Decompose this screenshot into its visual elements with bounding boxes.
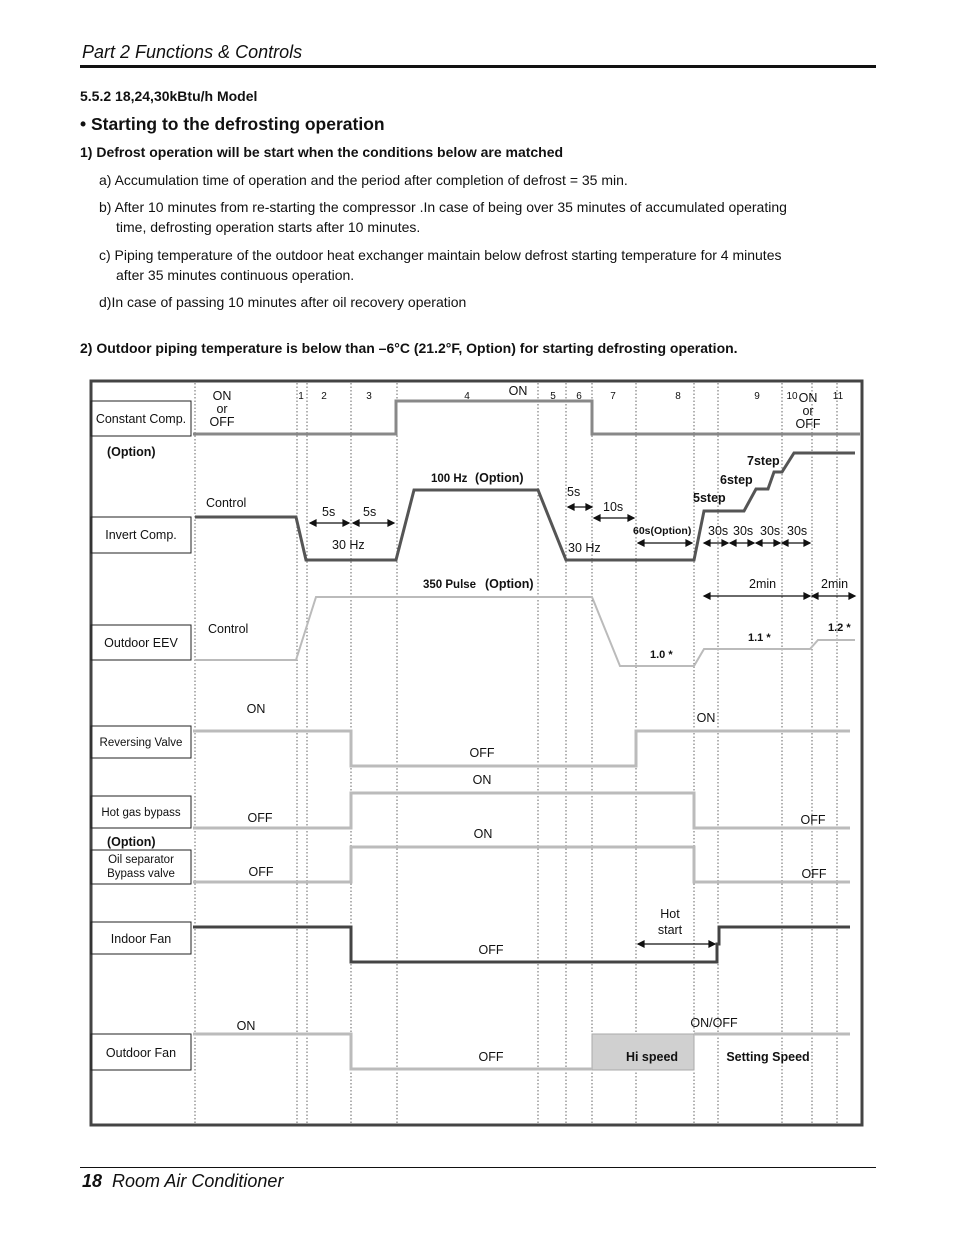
oil-separator-off-left: OFF: [248, 865, 274, 879]
invert-comp-30s-2: 30s: [733, 524, 754, 538]
invert-comp-30s-3: 30s: [760, 524, 781, 538]
step-number: 7: [610, 391, 616, 402]
outdoor-fan-setting-speed: Setting Speed: [726, 1050, 810, 1064]
step-number: 8: [675, 391, 681, 402]
model-heading: 5.5.2 18,24,30kBtu/h Model: [80, 88, 258, 104]
invert-comp-5s-c: 5s: [567, 485, 581, 499]
outdoor-fan-on-off: ON/OFF: [690, 1016, 738, 1030]
row-label-indoor-fan: Indoor Fan: [110, 932, 172, 946]
row-label-boxes: [91, 401, 191, 1070]
oil-separator-signal: [193, 847, 850, 882]
outdoor-fan-signal-left: [193, 1034, 592, 1069]
invert-comp-100hz-option: (Option): [475, 471, 524, 485]
constant-comp-right-on: ON: [798, 391, 818, 405]
indoor-fan-signal: [193, 927, 850, 962]
outdoor-fan-on: ON: [236, 1019, 256, 1033]
outdoor-eev-timing-arrows: [704, 593, 855, 599]
oil-separator-off-right: OFF: [801, 867, 827, 881]
outdoor-fan-hi-speed: Hi speed: [625, 1050, 679, 1064]
timing-gridlines: [195, 383, 837, 1123]
step-number: 6: [576, 391, 582, 402]
reversing-valve-signal: [193, 731, 850, 766]
footer-title: Room Air Conditioner: [112, 1171, 284, 1191]
invert-comp-control: Control: [206, 496, 247, 510]
constant-comp-off: OFF: [209, 415, 235, 429]
reversing-valve-on-left: ON: [246, 702, 266, 716]
oil-separator-on: ON: [473, 827, 493, 841]
page-header-title: Part 2 Functions & Controls: [82, 42, 303, 62]
outdoor-eev-350-option: (Option): [485, 577, 534, 591]
indoor-fan-start: start: [657, 923, 683, 937]
outdoor-fan-off: OFF: [478, 1050, 504, 1064]
row-label-oil-separator-2: Bypass valve: [107, 868, 175, 880]
step-number: 10: [786, 391, 798, 402]
footer-rule: [80, 1167, 876, 1168]
invert-comp-30s-1: 30s: [708, 524, 729, 538]
outdoor-eev-350-pulse: 350 Pulse: [423, 579, 477, 591]
constant-comp-or: or: [216, 402, 228, 416]
constant-comp-right-off: OFF: [795, 417, 821, 431]
condition-item-b-line2: time, defrosting operation starts after 10 minutes.: [116, 219, 421, 235]
oil-separator-option: (Option): [107, 835, 156, 849]
step-number: 9: [754, 391, 760, 402]
outdoor-eev-ratio-1-2: 1.2 *: [828, 622, 851, 634]
condition-item-d-text: d)In case of passing 10 minutes after oil recovery operation: [99, 294, 467, 310]
constant-comp-on: ON: [212, 389, 232, 403]
condition-item-c-line1: c) Piping temperature of the outdoor heat exchanger maintain below defrost starting temperature for 4 minutes: [99, 247, 782, 263]
outdoor-eev-2min-b: 2min: [821, 577, 849, 591]
page-number: 18: [82, 1171, 103, 1191]
step-number: 11: [832, 391, 844, 402]
invert-comp-option: (Option): [107, 445, 156, 459]
row-label-constant-comp: Constant Comp.: [95, 412, 187, 426]
outdoor-eev-2min-a: 2min: [749, 577, 777, 591]
row-label-outdoor-eev: Outdoor EEV: [104, 636, 178, 650]
outdoor-eev-ratio-1-0: 1.0 *: [650, 649, 673, 661]
section-title: • Starting to the defrosting operation: [80, 114, 385, 134]
invert-comp-100hz: 100 Hz: [431, 473, 468, 485]
invert-comp-60s-option: 60s(Option): [633, 525, 692, 537]
constant-comp-mid-on: ON: [508, 384, 528, 398]
constant-comp-right-or: or: [802, 404, 814, 418]
row-label-hot-gas-bypass: Hot gas bypass: [101, 807, 181, 819]
invert-comp-5s-b: 5s: [363, 505, 377, 519]
invert-comp-30hz-b: 30 Hz: [568, 541, 601, 555]
row-label-outdoor-fan: Outdoor Fan: [105, 1046, 177, 1060]
reversing-valve-off-mid: OFF: [469, 746, 495, 760]
step-number: 3: [366, 391, 372, 402]
indoor-fan-off: OFF: [478, 943, 504, 957]
invert-comp-5s-a: 5s: [322, 505, 336, 519]
row-label-reversing-valve: Reversing Valve: [99, 737, 183, 749]
invert-comp-7step: 7step: [747, 454, 780, 468]
step-number: 1: [298, 391, 304, 402]
outdoor-eev-ratio-1-1: 1.1 *: [748, 632, 771, 644]
indoor-fan-hot: Hot: [660, 907, 680, 921]
condition-item-a-text: a) Accumulation time of operation and the period after completion of defrost = 35 min.: [99, 172, 628, 188]
outdoor-eev-control: Control: [208, 622, 249, 636]
invert-comp-5step: 5step: [693, 491, 726, 505]
hot-gas-bypass-on: ON: [472, 773, 492, 787]
invert-comp-30hz-a: 30 Hz: [332, 538, 365, 552]
hot-gas-bypass-off-right: OFF: [800, 813, 826, 827]
hot-gas-bypass-off-left: OFF: [247, 811, 273, 825]
condition-item-b-line1: b) After 10 minutes from re-starting the compressor .In case of being over 35 minutes of accumulated operating: [99, 199, 787, 215]
page-footer: [82, 1171, 283, 1192]
hot-gas-bypass-signal: [193, 793, 850, 828]
invert-comp-6step: 6step: [720, 473, 753, 487]
step-number: 5: [550, 391, 556, 402]
reversing-valve-on-right: ON: [696, 711, 716, 725]
step-number: 4: [464, 391, 470, 402]
step-number: 2: [321, 391, 327, 402]
indoor-fan-hot-start-arrow: [638, 941, 715, 947]
invert-comp-30s-4: 30s: [787, 524, 808, 538]
condition-1-heading: 1) Defrost operation will be start when the conditions below are matched: [80, 144, 564, 160]
constant-comp-signal: [193, 401, 860, 434]
condition-item-c-line2: after 35 minutes continuous operation.: [116, 267, 355, 283]
condition-2-heading: 2) Outdoor piping temperature is below than –6°C (21.2°F, Option) for starting defrosting operation.: [80, 340, 738, 356]
row-label-invert-comp: Invert Comp.: [105, 528, 177, 542]
invert-comp-signal: [195, 453, 855, 560]
row-label-oil-separator-1: Oil separator: [108, 854, 174, 866]
invert-comp-10s: 10s: [603, 500, 624, 514]
